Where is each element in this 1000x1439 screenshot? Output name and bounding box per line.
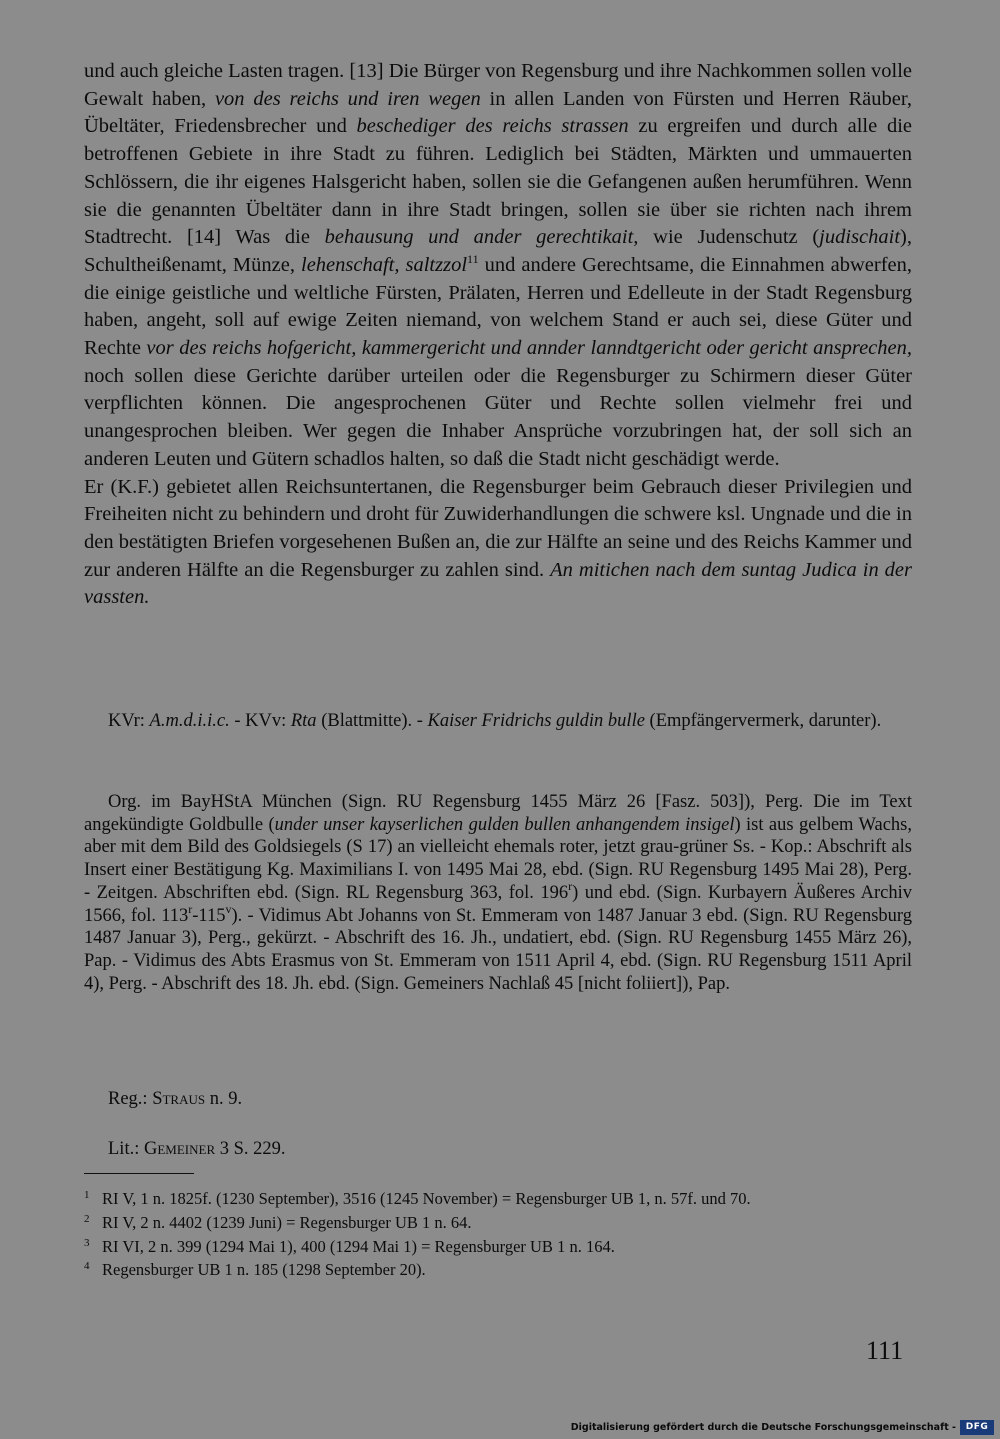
- italic-run: A.m.d.i.i.c.: [149, 711, 230, 731]
- text-run: ), Schultheißenamt, Münze,: [84, 226, 912, 276]
- text-run: Lit.:: [108, 1139, 144, 1159]
- text-run: 3 S. 229.: [215, 1139, 286, 1159]
- footnote-number: 1: [84, 1189, 90, 1201]
- dorsal-notes: [84, 710, 912, 733]
- regest-note: [84, 1088, 912, 1111]
- literature-note-block: [84, 1138, 912, 1161]
- text-run: und andere Gerechtsame, die Einnahmen abwerfen, die einige geistliche und weltliche Fürsten, Prälaten, Herren und Edelleute in der Stadt Regensburg haben, angeht, soll auf ewige Zeiten niemand, von welchem Stand er auch sei, diese Güter und Rechte: [84, 253, 912, 360]
- italic-run: vor des reichs hofgericht, kammergericht und annder lanndtgericht oder gericht ansprechen,: [146, 337, 912, 360]
- text-run: Org. im BayHStA München (Sign. RU Regensburg 1455 März 26 [Fasz. 503]), Perg. Die im Text angekündigte Goldbulle (: [84, 792, 912, 835]
- italic-run: beschediger des reichs strassen: [356, 115, 629, 138]
- original-note: [84, 791, 912, 995]
- text-run: ). - Vidimus Abt Johanns von St. Emmeram von 1487 Januar 3 ebd. (Sign. RU Regensburg 1487 Januar 3), Perg., gekürzt. - Abschrift des 16. Jh., undatiert, ebd. (Sign. RU Regensburg 1455 März 26), Pap. - Vidimus des Abts Erasmus von St. Emmeram von 1511 April 4, ebd. (Sign. RU Regensburg 1511 April 4), Perg. - Abschrift des 18. Jh. ebd. (Sign. Gemeiners Nachlaß 45 [nicht foliiert]), Pap.: [84, 905, 912, 994]
- text-run: - KVv:: [229, 711, 291, 731]
- text-run: und auch gleiche Lasten tragen. [13] Die Bürger von Regensburg und ihre Nachkommen sollen volle Gewalt haben,: [84, 60, 912, 110]
- text-run: Straus: [152, 1089, 206, 1109]
- dfg-logo: DFG: [960, 1420, 994, 1435]
- superscript: v: [225, 901, 232, 916]
- italic-run: under unser kayserlichen gulden bullen anhangendem insigel: [274, 814, 735, 835]
- text-run: ) und ebd. (Sign. Kurbayern Äußeres Archiv 1566, fol. 113: [84, 882, 912, 926]
- italic-run: An mitichen nach dem suntag Judica in der vassten.: [84, 558, 912, 609]
- superscript: r: [568, 878, 573, 893]
- footnote-number: 3: [84, 1237, 90, 1249]
- text-run: ) ist aus gelbem Wachs, aber mit dem Bild des Goldsiegels (S 17) an vielleicht ehemals roter, jetzt grau-grüner Ss. - Kop.: Abschrift als Insert einer Bestätigung Kg. Maximilians I. von 1495 Mai 28, ebd. (Sign. RU Regensburg 1495 Mai 28), Perg. - Zeitgen. Abschriften ebd. (Sign. RL Regensburg 363, fol. 196: [84, 814, 912, 903]
- text-run: KVr:: [108, 711, 150, 731]
- italic-run: Rta: [290, 711, 317, 731]
- tradition-notes: [84, 791, 912, 995]
- text-run: -115: [192, 905, 226, 926]
- text-run: zu ergreifen und durch alle die betroffenen Gebiete in ihre Stadt zu führen. Lediglich bei Städten, Märkten und ummauerten Schlössern, die ihr eigenes Halsgericht haben, sollen sie die Gefangenen außen herumführen. Wenn sie die genannten Übeltäter dann in ihre Stadt bringen, sollen sie über sie richten nach ihrem Stadtrecht. [14] Was die: [84, 115, 912, 249]
- literature-note: [84, 1138, 912, 1161]
- text-run: Gemeiner: [143, 1139, 216, 1159]
- superscript: 11: [467, 251, 479, 266]
- text-run: (Blattmitte). -: [316, 711, 428, 731]
- page-number: 111: [866, 1336, 904, 1365]
- kv-note: [84, 710, 912, 733]
- italic-run: von des reichs und iren wegen: [214, 87, 481, 110]
- italic-run: lehenschaft, saltzzol: [301, 253, 468, 276]
- footnote-text: RI V, 2 n. 4402 (1239 Juni) = Regensburger UB 1 n. 64.: [102, 1213, 472, 1232]
- text-run: (Empfängervermerk, darunter).: [644, 711, 882, 731]
- text-run: noch sollen diese Gerichte darüber urteilen oder die Regensburger zu Schirmern dieser Güter verpflichten können. Die angesprochenen Güter und Rechte sollen vielmehr frei und unangesprochen bleiben. Wer gegen die Inhaber Ansprüche vorzubringen hat, der soll sich an anderen Leuten und Gütern schadlos halten, so daß die Stadt nicht geschädigt werde.: [84, 364, 912, 470]
- regest-note-block: [84, 1088, 912, 1111]
- footnote-text: RI VI, 2 n. 399 (1294 Mai 1), 400 (1294 Mai 1) = Regensburger UB 1 n. 164.: [102, 1237, 615, 1256]
- italic-run: Kaiser Fridrichs guldin bulle: [427, 711, 645, 731]
- paragraph-privileges: [84, 58, 912, 474]
- footnote-text: RI V, 1 n. 1825f. (1230 September), 3516 (1245 November) = Regensburger UB 1, n. 57f. und 70.: [102, 1189, 751, 1208]
- footnote-number: 2: [84, 1213, 90, 1225]
- superscript: r: [188, 901, 193, 916]
- text-run: n. 9.: [205, 1089, 243, 1109]
- footnote-number: 4: [84, 1260, 90, 1272]
- text-run: wie Judenschutz (: [638, 226, 820, 249]
- footnote-text: Regensburger UB 1 n. 185 (1298 September 20).: [102, 1260, 426, 1279]
- italic-run: judischait: [819, 226, 901, 249]
- paragraph-command: [84, 474, 912, 613]
- footnote-divider: [84, 1173, 194, 1174]
- digitization-credit: Digitalisierung gefördert durch die Deutsche Forschungsgemeinschaft -: [570, 1422, 956, 1433]
- main-text: [84, 58, 912, 612]
- text-run: in allen Landen von Fürsten und Herren Räuber, Übeltäter, Friedensbrecher und: [84, 87, 912, 138]
- text-run: Reg.:: [108, 1089, 153, 1109]
- text-run: Er (K.F.) gebietet allen Reichsuntertanen, die Regensburger beim Gebrauch dieser Privilegien und Freiheiten nicht zu behindern und droht für Zuwiderhandlungen die schwere ksl. Ungnade und die in den bestätigten Briefen vorgesehenen Bußen an, die zur Hälfte an seine und des Reichs Kammer und zur anderen Hälfte an die Regensburger zu zahlen sind.: [84, 475, 912, 581]
- italic-run: behausung und ander gerechtikait,: [324, 226, 639, 249]
